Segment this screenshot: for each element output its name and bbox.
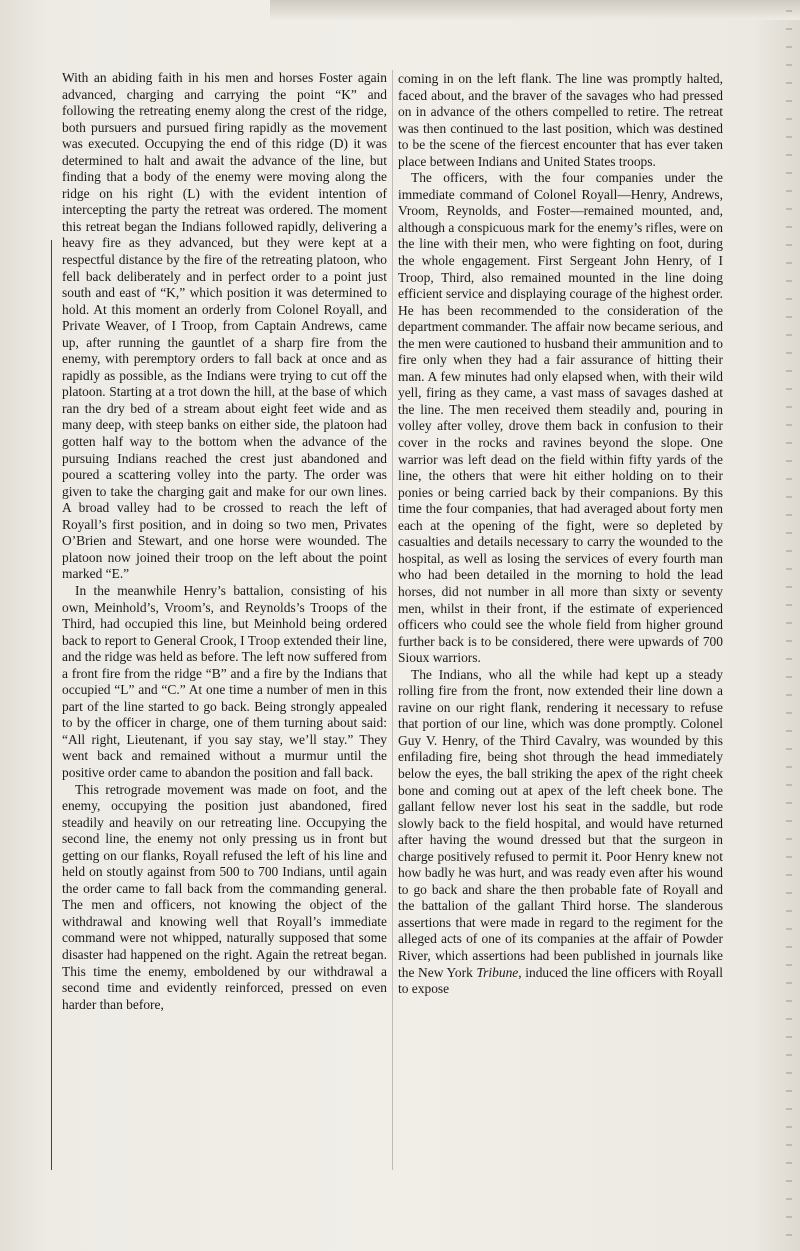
left-paragraph-1: With an abiding faith in his men and horses Foster again advanced, charging and carrying the point “K” and following the retreating enemy along the crest of the ridge, both pursuers and pursued firing rapidly as the movement was executed. Occupying the end of this ridge (D) it was determined to halt and await the advance of the line, but finding that a body of the enemy were moving along the ridge on his right (L) with the evident intention of intercepting the party the retreat was ordered. The moment this retreat began the Indians followed rapidly, delivering a heavy fire as they advanced, but they were kept at a respectful distance by the fire of the retreating platoon, who fell back deliberately and in perfect order to a point just south and east of “K,” which position it was determined to hold. At this moment an orderly from Colonel Royall, and Private Weaver, of I Troop, from Captain Andrews, came up, after running the gauntlet of a sharp fire from the enemy, with peremptory orders to fall back at once and as rapidly as possible, as the Indians were trying to cut off the platoon. Starting at a trot down the hill, at the base of which ran the dry bed of a stream about eight feet wide and as many deep, with steep banks on either side, the platoon had gotten half way to the bottom when the advance of the pursuing Indians reached the crest just abandoned and poured a scattering volley into the party. The order was given to take the charging gait and make for our own lines. A broad valley had to be crossed to reach the left of Royall’s first position, and in doing so two men, Privates O’Brien and Stewart, and one horse were wounded. The platoon now joined their troop on the left about the point marked “E.”	[62, 70, 387, 582]
right-paragraph-3-end: , induced the line officers with Royall to expose	[398, 964, 723, 997]
page-edge-shadow	[270, 0, 800, 20]
right-paragraph-3	[398, 667, 723, 998]
right-paragraph-1: coming in on the left flank. The line was promptly halted, faced about, and the braver of the savages who had pressed on in advance of the others compelled to retire. The retreat was then continued to the last position, which was destined to be the scene of the fiercest encounter that has ever taken place between Indians and United States troops.	[398, 71, 723, 169]
column-divider	[392, 70, 393, 1170]
right-paragraph-2: The officers, with the four companies under the immediate command of Colonel Royall—Henry, Andrews, Vroom, Reynolds, and Foster—remained mounted, and, although a conspicuous mark for the enemy’s rifles, were on the line with their men, who were fighting on foot, during the whole engagement. First Sergeant John Henry, of I Troop, Third, also remained mounted in the line doing efficient service and displaying courage of the highest order. He has been recommended to the consideration of the department commander. The affair now became serious, and the men were cautioned to husband their ammunition and to fire only when they had a fair assurance of hitting their man. A few minutes had only elapsed when, with their wild yell, firing as they came, a vast mass of savages dashed at the line. The men received them steadily and, pouring in volley after volley, drove them back in confusion to their cover in the rocks and ravines beyond the slope. One warrior was left dead on the field within fifty yards of the line, the others that were hit either holding on to their ponies or being carried back by their companions. By this time the four companies, that had averaged about forty men each at the opening of the fight, were so depleted by casualties and details necessary to carry the wounded to the hospital, as well as losing the services of every fourth man who had been detailed in the morning to hold the lead horses, did not number in all more than sixty or seventy men, whilst in their front, if the estimate of experienced officers who could see the whole field from higher ground further back is to be considered, there were upwards of 700 Sioux warriors.	[398, 170, 723, 666]
margin-rule	[51, 240, 52, 1170]
right-paragraph-3-text: The Indians, who all the while had kept up a steady rolling fire from the front, now extended their line down a ravine on our right flank, rendering it necessary to refuse that portion of our line, which was done promptly. Colonel Guy V. Henry, of the Third Cavalry, was wounded by this enfilading fire, being shot through the head immediately below the eyes, the ball striking the apex of the right cheek bone and coming out at apex of the left cheek bone. The gallant fellow never lost his seat in the saddle, but rode slowly back to the field hospital, and would have returned after having the wound dressed but that the surgeon in charge positively refused to permit it. Poor Henry knew not how badly he was hurt, and was ready even after his wound to go back and share the then probable fate of Royall and the battalion of the gallant Third horse. The slanderous assertions that were made in regard to the regiment for the alleged acts of one of its companies at the affair of Powder River, which assertions had been published in journals like the New York	[398, 666, 723, 980]
left-paragraph-3: This retrograde movement was made on foot, and the enemy, occupying the position just abandoned, fired steadily and heavily on our retreating line. Occupying the second line, the enemy not only pressing us in front but getting on our flanks, Royall refused the left of his line and held on stoutly against from 500 to 700 Indians, until again the order came to fall back from the commanding general. The men and officers, not knowing the object of the withdrawal and knowing well that Royall’s immediate command were not whipped, naturally supposed that some disaster had happened on the right. Again the retreat began. This time the enemy, emboldened by our withdrawal a second time and evidently reinforced, pressed on even harder than before,	[62, 781, 387, 1012]
binding-holes	[786, 10, 792, 1240]
left-column	[62, 70, 387, 1013]
right-column	[398, 71, 723, 998]
tribune-italic: Tribune	[476, 964, 519, 980]
left-paragraph-2: In the meanwhile Henry’s battalion, consisting of his own, Meinhold’s, Vroom’s, and Reynolds’s Troops of the Third, had occupied this line, but Meinhold being ordered back to report to General Crook, I Troop extended their line, and the ridge was held as before. The left now suffered from a front fire from the ridge “B” and a fire by the Indians that occupied “L” and “C.” At one time a number of men in this part of the line started to go back. Being strongly appealed to by the officer in charge, one of them turning about said: “All right, Lieutenant, if you say stay, we’ll stay.” They went back and remained without a murmur until the positive order came to abandon the position and fall back.	[62, 582, 387, 780]
